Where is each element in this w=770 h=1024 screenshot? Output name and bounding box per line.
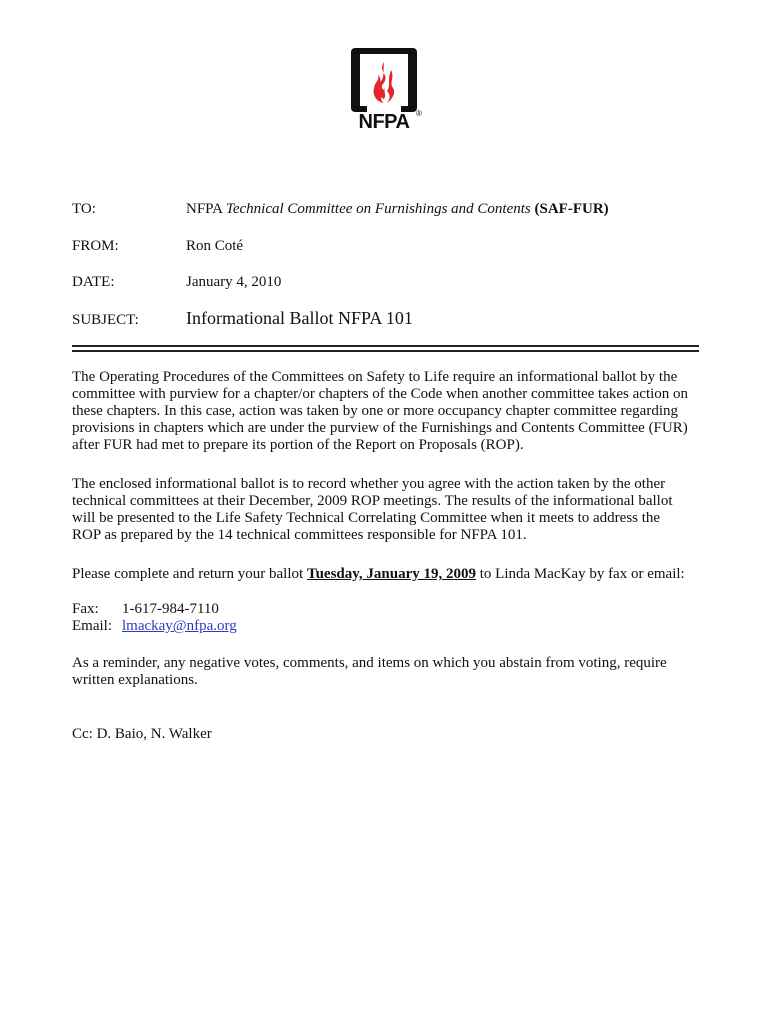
paragraph-line: after FUR had met to prepare its portion of the Report on Proposals (ROP).	[72, 437, 524, 453]
email-label: Email:	[72, 618, 112, 634]
fax-line	[72, 601, 702, 618]
email-line	[72, 618, 702, 635]
to-committee: Technical Committee on Furnishings and Contents	[225, 201, 531, 217]
cc-line	[72, 726, 702, 743]
cc-text: Cc: D. Baio, N. Walker	[72, 726, 212, 742]
date-value: January 4, 2010	[186, 274, 282, 290]
to-label: TO:	[72, 201, 96, 217]
paragraph-line: technical committees at their December, 2009 ROP meetings. The results of the informational ballot	[72, 493, 673, 509]
paragraph-line: provisions in chapters which are under the purview of the Furnishings and Contents Committee (FUR)	[72, 420, 688, 436]
paragraph-reminder	[72, 655, 702, 689]
fax-number: 1-617-984-7110	[122, 601, 219, 617]
paragraph-line: will be presented to the Life Safety Technical Correlating Committee when it meets to address the	[72, 510, 661, 526]
from-label: FROM:	[72, 238, 119, 254]
header-divider-bottom	[72, 350, 699, 352]
paragraph-ballot-purpose	[72, 476, 702, 544]
deadline-outro: to Linda MacKay by fax or email:	[476, 566, 685, 582]
header-divider-top	[72, 345, 699, 347]
paragraph-line: written explanations.	[72, 672, 198, 688]
nfpa-logo-text: NFPA	[358, 111, 410, 132]
paragraph-line	[72, 566, 702, 583]
email-link[interactable]: lmackay@nfpa.org	[122, 618, 237, 634]
fax-label: Fax:	[72, 601, 99, 617]
from-value: Ron Coté	[186, 238, 244, 254]
deadline-intro: Please complete and return your ballot	[72, 566, 307, 582]
date-label: DATE:	[72, 274, 115, 290]
paragraph-line: The enclosed informational ballot is to record whether you agree with the action taken by the other	[72, 476, 666, 492]
paragraph-line: ROP as prepared by the 14 technical committees responsible for NFPA 101.	[72, 527, 527, 543]
paragraph-line: these chapters. In this case, action was taken by one or more occupancy chapter committee regarding	[72, 403, 679, 419]
subject-label: SUBJECT:	[72, 312, 139, 328]
to-prefix: NFPA	[186, 201, 226, 217]
registered-mark: ®	[416, 109, 422, 118]
deadline-date: Tuesday, January 19, 2009	[306, 566, 477, 582]
paragraph-procedures	[72, 369, 702, 454]
paragraph-line: The Operating Procedures of the Committees on Safety to Life require an informational ballot by the	[72, 369, 678, 385]
paragraph-deadline	[72, 566, 702, 583]
contact-block	[72, 601, 702, 635]
subject-value: Informational Ballot NFPA 101	[186, 308, 413, 328]
paragraph-line: committee with purview for a chapter/or chapters of the Code when another committee takes action on	[72, 386, 689, 402]
to-value	[186, 200, 609, 218]
nfpa-logo-mark	[347, 44, 423, 132]
nfpa-logo	[347, 44, 423, 132]
paragraph-line: As a reminder, any negative votes, comments, and items on which you abstain from voting, require	[72, 655, 667, 671]
to-code: (SAF-FUR)	[534, 201, 609, 217]
